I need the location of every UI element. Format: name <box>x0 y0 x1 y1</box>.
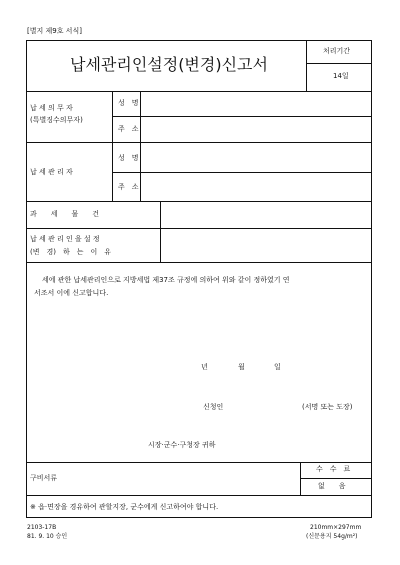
statement-line-1: 세에 관한 납세관리인으로 지방세법 제37조 규정에 의하여 위와 같이 정하였기 연 <box>42 276 290 284</box>
signature-seal-label: (서명 또는 도장) <box>302 403 353 411</box>
tax-item-field[interactable] <box>161 202 371 228</box>
taxpayer-address-field[interactable] <box>141 117 371 142</box>
fee-label: 수 수 료 <box>316 465 351 473</box>
taxpayer-name-label: 성 명 <box>118 99 139 107</box>
fee-value: 없 음 <box>318 482 346 490</box>
tax-manager-label: 납 세 관 리 자 <box>30 168 73 176</box>
reason-label: 납 세 관 리 인 을 설 정 <box>30 235 100 243</box>
date-day-label: 일 <box>274 363 281 371</box>
applicant-signature-field[interactable] <box>232 400 300 414</box>
required-documents-label: 구비서류 <box>30 474 58 482</box>
addressee: 시장·군수·구청장 귀하 <box>148 441 216 449</box>
reason-label-sub: (변 경) 하 는 이 유 <box>30 248 112 256</box>
manager-name-field[interactable] <box>141 143 371 172</box>
statement-line-2: 서조서 이에 신고합니다. <box>34 289 109 297</box>
taxpayer-label: 납 세 의 무 자 <box>30 104 73 112</box>
manager-name-label: 성 명 <box>118 154 139 162</box>
applicant-label: 신청인 <box>203 403 224 411</box>
processing-period-value: 14일 <box>333 72 349 80</box>
manager-address-label: 주 소 <box>118 183 139 191</box>
processing-period-label: 처리기간 <box>323 47 351 55</box>
taxpayer-address-label: 주 소 <box>118 125 139 133</box>
tax-item-label: 과 세 물 건 <box>30 210 100 218</box>
form-code: 2103-17B <box>27 524 57 531</box>
paper-size: 210mm×297mm <box>310 524 362 531</box>
form-number: [별지 제9호 서식] <box>27 27 82 35</box>
paper-type: (신문용지 54g/m²) <box>306 533 358 540</box>
note: ※ 읍·면장을 경유하여 관할지장, 군수에게 신고하여야 합니다. <box>30 503 219 511</box>
reason-field[interactable] <box>161 229 371 262</box>
date-year-label: 년 <box>201 363 208 371</box>
approval-date: 81. 9. 10 승인 <box>27 533 68 540</box>
special-collector-label: (특별징수의무자) <box>30 116 83 124</box>
date-month-label: 월 <box>238 363 245 371</box>
taxpayer-name-field[interactable] <box>141 92 371 116</box>
form-title: 납세관리인설정(변경)신고서 <box>70 55 268 74</box>
manager-address-field[interactable] <box>141 173 371 201</box>
